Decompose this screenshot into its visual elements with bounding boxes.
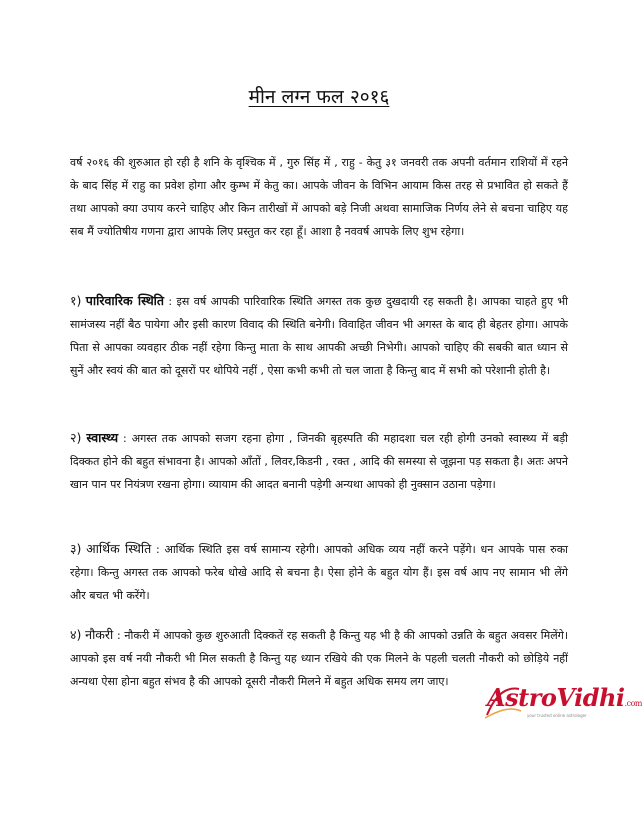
logo-wordmark: AstroVidhi.com — [487, 683, 642, 712]
section-finance — [70, 537, 568, 607]
section-body: इस वर्ष आपकी पारिवारिक स्थिति अगस्त तक कुछ दुखदायी रह सकती है। आपका चाहते हुए भी सामंजस्य नहीं बैठ पायेगा और इसी कारण विवाद की स्थिति बनेगी। विवाहित जीवन भी अगस्त के बाद ही बेहतर होगा। आपके पिता से आपका व्यवहार ठीक नहीं रहेगा किन्तु माता के साथ आपकी अच्छी निभेगी। आपको चाहिए की सबकी बात ध्यान से सुनें और स्वयं की बात को दूसरों पर थोपिये नहीं , ऐसा कभी कभी तो चल जाता है किन्तु बाद में सभी को परेशानी होती है। — [70, 295, 568, 377]
section-number: ३) — [70, 541, 82, 556]
section-family — [70, 289, 568, 382]
section-heading: आर्थिक स्थिति — [86, 541, 152, 556]
section-heading: स्वास्थ्य — [86, 430, 119, 445]
intro-paragraph: वर्ष २०१६ की शुरुआत हो रही है शनि के वृश्चिक में , गुरु सिंह में , राहु - केतु ३१ जनवरी तक अपनी वर्तमान राशियों में रहने के बाद सिंह में राहु का प्रवेश होगा और कुम्भ में केतु का। आपके जीवन के विभिन आयाम किस तरह से प्रभावित हो सकते हैं तथा आपको क्या उपाय करने चाहिए और किन तारीखों में आपको बड़े निजी अथवा सामाजिक निर्णय लेने से बचना चाहिए यह सब मैं ज्योतिषीय गणना द्वारा आपके लिए प्रस्तुत कर रहा हूँ। आशा है नववर्ष आपके लिए शुभ रहेगा। — [70, 156, 568, 238]
section-body: नौकरी में आपको कुछ शुरुआती दिक्कतें रह सकती है किन्तु यह भी है की आपको उन्नति के बहुत अवसर मिलेंगे। आपको इस वर्ष नयी नौकरी भी मिल सकती है किन्तु यह ध्यान रखिये की एक मिलने के पहली चलती नौकरी को छोड़िये नहीं अन्यथा ऐसा होना बहुत संभव है की आपको दूसरी नौकरी मिलने में बहुत अधिक समय लग जाए। — [70, 629, 569, 688]
document-title: मीन लग्न फल २०१६ — [248, 86, 390, 108]
section-number: २) — [70, 430, 82, 445]
section-body: आर्थिक स्थिति इस वर्ष सामान्य रहेगी। आपको अधिक व्यय नहीं करने पड़ेंगे। धन आपके पास रुका रहेगा। किन्तु अगस्त तक आपको फरेब धोखे आदि से बचना है। ऐसा होने के बहुत योग हैं। इस वर्ष आप नए सामान भी लेंगे और बचत भी करेंगे। — [70, 543, 568, 602]
section-heading: नौकरी — [85, 627, 114, 642]
astrovidhi-logo — [487, 683, 642, 725]
section-separator: : — [118, 432, 132, 445]
section-separator: : — [151, 543, 165, 556]
section-body: अगस्त तक आपको सजग रहना होगा , जिनकी बृहस्पति की महादशा चल रही होगी उनको स्वास्थ्य में बड़ी दिक्कत होने की बहुत संभावना है। आपको आँतों , लिवर,किडनी , रक्त , आदि की समस्या से जूझना पड़ सकता है। अतः अपने खान पान पर नियंत्रण रखना होगा। व्यायाम की आदत बनानी पड़ेगी अन्यथा आपको ही नुक्सान उठाना पड़ेगा। — [70, 432, 569, 491]
logo-domain: .com — [624, 699, 642, 708]
section-health — [70, 426, 568, 496]
section-separator: : — [164, 295, 177, 308]
section-heading: पारिवारिक स्थिति — [85, 293, 165, 308]
section-number: ४) — [70, 627, 82, 642]
section-number: १) — [70, 293, 82, 308]
logo-tagline: your trusted online astrologer — [527, 713, 587, 718]
section-separator: : — [113, 629, 125, 642]
